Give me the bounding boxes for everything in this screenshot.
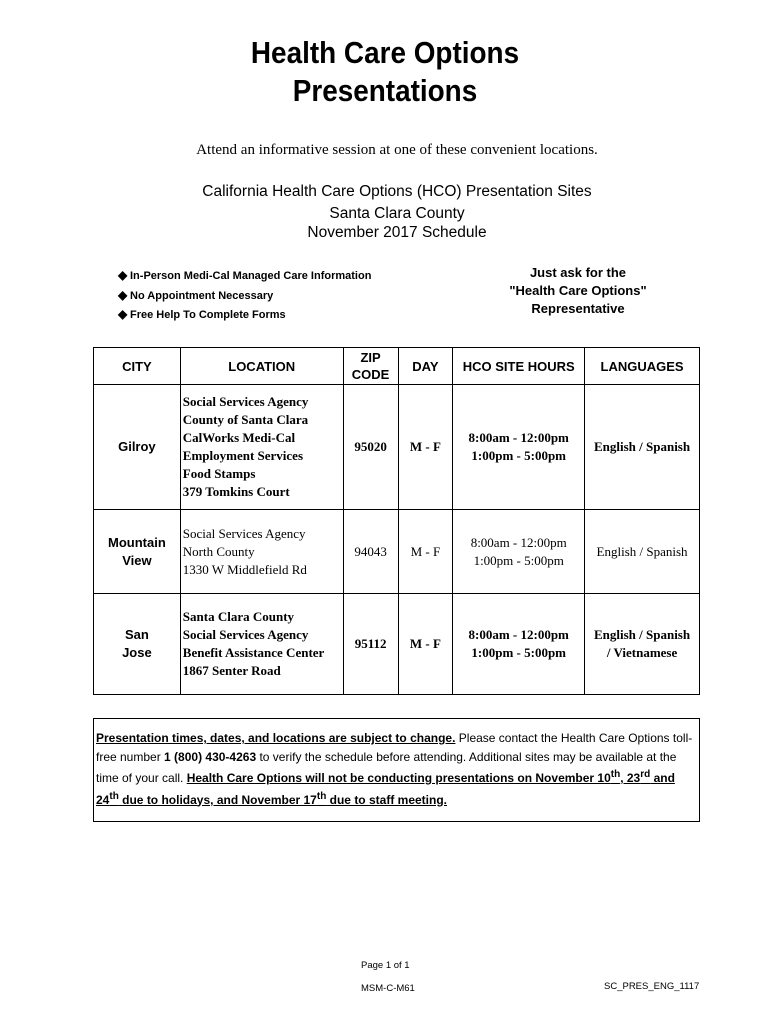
header-location: LOCATION bbox=[180, 348, 343, 385]
diamond-bullet-icon: ◆ bbox=[118, 307, 128, 321]
cell-hours: 8:00am - 12:00pm 1:00pm - 5:00pm bbox=[453, 594, 585, 695]
feature-label: No Appointment Necessary bbox=[130, 289, 274, 302]
intro-text: Attend an informative session at one of these convenient locations. bbox=[196, 142, 598, 158]
ask-line: "Health Care Options" bbox=[509, 283, 647, 298]
page-title: Health Care Options bbox=[250, 35, 520, 70]
notice-holiday-text: Health Care Options will not be conducting presentations on November 10th, 23rd and 24th due to holidays, and November 17th due to staff meeting. bbox=[96, 769, 675, 807]
cell-location: Social Services Agency County of Santa Clara CalWorks Medi-Cal Employment Services Food Stamps 379 Tomkins Court bbox=[180, 385, 343, 510]
page-number: Page 1 of 1 bbox=[361, 960, 410, 971]
cell-hours: 8:00am - 12:00pm 1:00pm - 5:00pm bbox=[453, 385, 585, 510]
doc-code: SC_PRES_ENG_1117 bbox=[604, 981, 700, 992]
cell-city: Gilroy bbox=[94, 385, 181, 510]
feature-item bbox=[118, 266, 371, 286]
cell-day: M - F bbox=[398, 385, 453, 510]
cell-location: Social Services Agency North County 1330 W Middlefield Rd bbox=[180, 510, 343, 594]
subheading-county: Santa Clara County bbox=[329, 205, 465, 222]
cell-languages: English / Spanish / Vietnamese bbox=[585, 594, 700, 695]
subheading-sites: California Health Care Options (HCO) Presentation Sites bbox=[202, 183, 592, 200]
cell-city: San Jose bbox=[94, 594, 181, 695]
header-hours: HCO SITE HOURS bbox=[453, 348, 585, 385]
feature-label: Free Help To Complete Forms bbox=[130, 309, 286, 321]
notice-phone: 1 (800) 430-4263 bbox=[164, 749, 257, 764]
notice-contact-text: Please contact the Health Care Options toll-free number bbox=[96, 731, 693, 764]
header-day: DAY bbox=[398, 348, 453, 385]
schedule-notice bbox=[93, 718, 700, 822]
cell-languages: English / Spanish bbox=[585, 385, 700, 510]
ask-representative bbox=[488, 264, 668, 318]
header-zip: ZIP CODE bbox=[343, 348, 398, 385]
cell-city: Mountain View bbox=[94, 510, 181, 594]
cell-languages: English / Spanish bbox=[585, 510, 700, 594]
table-row bbox=[94, 594, 700, 695]
notice-verify-text: to verify the schedule before attending. Additional sites may be available at the time of your call. bbox=[96, 749, 677, 785]
header-languages: LANGUAGES bbox=[585, 348, 700, 385]
table-header-row bbox=[94, 348, 700, 385]
ask-line: Just ask for the bbox=[529, 265, 627, 280]
cell-day: M - F bbox=[398, 510, 453, 594]
feature-item bbox=[118, 286, 371, 306]
diamond-bullet-icon: ◆ bbox=[118, 268, 128, 282]
header-city: CITY bbox=[94, 348, 181, 385]
feature-label: In-Person Medi-Cal Managed Care Information bbox=[130, 270, 372, 282]
table-row bbox=[94, 510, 700, 594]
sites-table bbox=[93, 347, 700, 695]
table-row bbox=[94, 385, 700, 510]
feature-list bbox=[118, 266, 371, 325]
ask-line: Representative bbox=[531, 301, 625, 316]
cell-zip: 95020 bbox=[343, 385, 398, 510]
page-title-line2: Presentations bbox=[292, 73, 478, 108]
cell-zip: 95112 bbox=[343, 594, 398, 695]
cell-location: Santa Clara County Social Services Agency Benefit Assistance Center 1867 Senter Road bbox=[180, 594, 343, 695]
feature-item bbox=[118, 305, 371, 325]
form-code: MSM-C-M61 bbox=[361, 983, 415, 994]
diamond-bullet-icon: ◆ bbox=[118, 287, 128, 302]
cell-hours: 8:00am - 12:00pm 1:00pm - 5:00pm bbox=[453, 510, 585, 594]
cell-zip: 94043 bbox=[343, 510, 398, 594]
cell-day: M - F bbox=[398, 594, 453, 695]
notice-change-warning: Presentation times, dates, and locations are subject to change. bbox=[96, 731, 456, 745]
subheading-schedule: November 2017 Schedule bbox=[307, 224, 487, 241]
